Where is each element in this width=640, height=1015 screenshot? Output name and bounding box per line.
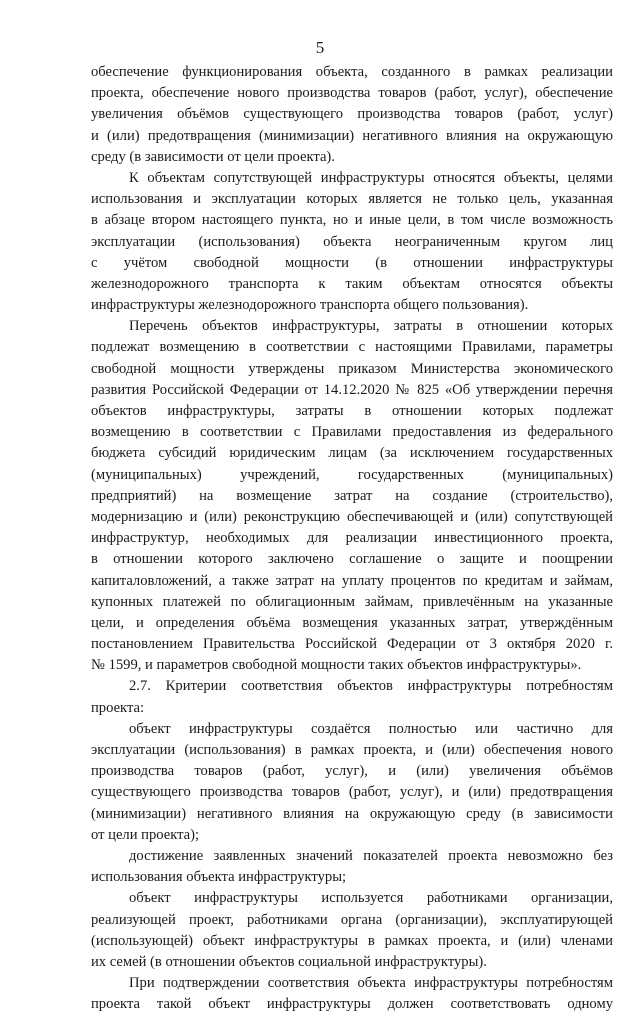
text-line: развития Российской Федерации от 14.12.2020 № 825 «Об утверждении перечня	[91, 381, 613, 398]
paragraph	[91, 316, 613, 676]
text-line: купонных платежей по облигационным займам, привлечённым на указанные	[91, 593, 613, 610]
paragraph	[91, 676, 613, 718]
text-line: существующего производства товаров (работ, услуг), и (или) предотвращения	[91, 784, 613, 801]
text-line: объектов инфраструктуры, затраты в отношении которых подлежат	[91, 403, 613, 419]
text-line: в абзаце втором настоящего пункта, но и иные цели, в том числе возможность	[91, 212, 613, 229]
text-line: подлежат возмещению в соответствии с настоящими Правилами, параметры	[91, 339, 613, 356]
text-line: увеличения объёмов существующего производства товаров (работ, услуг)	[91, 106, 613, 123]
text-line: инфраструктуры железнодорожного транспорта общего пользования).	[91, 297, 529, 314]
text-line: капиталовложений, а также затрат на уплату процентов по кредитам и займам,	[91, 572, 613, 589]
text-line: цели, и определения объёма возмещения указанных затрат, утверждённым	[91, 614, 613, 631]
text-line: проекта:	[91, 699, 145, 716]
text-line: реализующей проект, работниками органа (организации), эксплуатирующей	[91, 911, 613, 928]
text-line: инфраструктур, необходимых для реализации инвестиционного проекта,	[91, 530, 613, 547]
text-line: объект инфраструктуры создаётся полностью или частично для	[129, 720, 613, 737]
text-line: проекта, обеспечение нового производства товаров (работ, услуг), обеспечение	[91, 85, 613, 102]
text-line: Перечень объектов инфраструктуры, затраты в отношении которых	[129, 318, 613, 335]
text-line: При подтверждении соответствия объекта инфраструктуры потребностям	[129, 975, 613, 992]
text-line: (использующей) объект инфраструктуры в рамках проекта, и (или) членами	[91, 932, 613, 949]
text-line: проекта такой объект инфраструктуры должен соответствовать одному	[91, 996, 613, 1013]
text-line: эксплуатации (использования) в рамках проекта, и (или) обеспечения нового	[91, 742, 613, 758]
text-line: эксплуатации (использования) объекта неограниченным кругом лиц	[91, 233, 613, 250]
text-line: в отношении которого заключено соглашение о защите и поощрении	[91, 551, 613, 568]
text-line: достижение заявленных значений показателей проекта невозможно без	[129, 847, 613, 864]
text-line: постановлением Правительства Российской Федерации от 3 октября 2020 г.	[91, 636, 613, 653]
paragraph	[91, 888, 613, 973]
text-line: предприятий) на возмещение затрат на создание (строительство),	[91, 487, 613, 504]
text-line: К объектам сопутствующей инфраструктуры относятся объекты, целями	[129, 169, 613, 186]
text-line: железнодорожного транспорта к таким объектам относятся объекты	[91, 275, 613, 292]
text-line: обеспечение функционирования объекта, созданного в рамках реализации	[91, 64, 613, 80]
text-line: и (или) предотвращения (минимизации) негативного влияния на окружающую	[91, 127, 613, 144]
text-line: возмещению в соответствии с Правилами предоставления из федерального	[91, 424, 613, 441]
text-line: 2.7. Критерии соответствия объектов инфраструктуры потребностям	[129, 678, 613, 695]
text-line: модернизацию и (или) реконструкцию обеспечивающей и (или) сопутствующей	[91, 508, 613, 525]
text-line: объект инфраструктуры используется работниками организации,	[129, 890, 613, 907]
text-line: № 1599, и параметров свободной мощности таких объектов инфраструктуры».	[91, 657, 582, 674]
text-line: среду (в зависимости от цели проекта).	[91, 148, 335, 165]
text-line: использования объекта инфраструктуры;	[91, 869, 347, 886]
document-body	[91, 62, 613, 1015]
text-line: (муниципальных) учреждений, государственных (муниципальных)	[91, 466, 613, 483]
paragraph	[91, 846, 613, 888]
page-number: 5	[315, 38, 325, 57]
paragraph	[91, 62, 613, 168]
paragraph	[91, 719, 613, 846]
text-line: бюджета субсидий юридическим лицам (за исключением государственных	[91, 445, 613, 462]
paragraph	[91, 168, 613, 316]
text-line: от цели проекта);	[91, 826, 200, 843]
text-line: (минимизации) негативного влияния на окружающую среду (в зависимости	[91, 805, 613, 822]
text-line: свободной мощности утверждены приказом Министерства экономического	[91, 360, 613, 377]
text-line: использования и эксплуатации которых является не только цель, указанная	[91, 191, 613, 208]
text-line: производства товаров (работ, услуг), и (или) увеличения объёмов	[91, 763, 613, 780]
text-line: с учётом свободной мощности (в отношении инфраструктуры	[91, 254, 613, 271]
text-line: их семей (в отношении объектов социальной инфраструктуры).	[91, 953, 487, 970]
paragraph	[91, 973, 613, 1015]
